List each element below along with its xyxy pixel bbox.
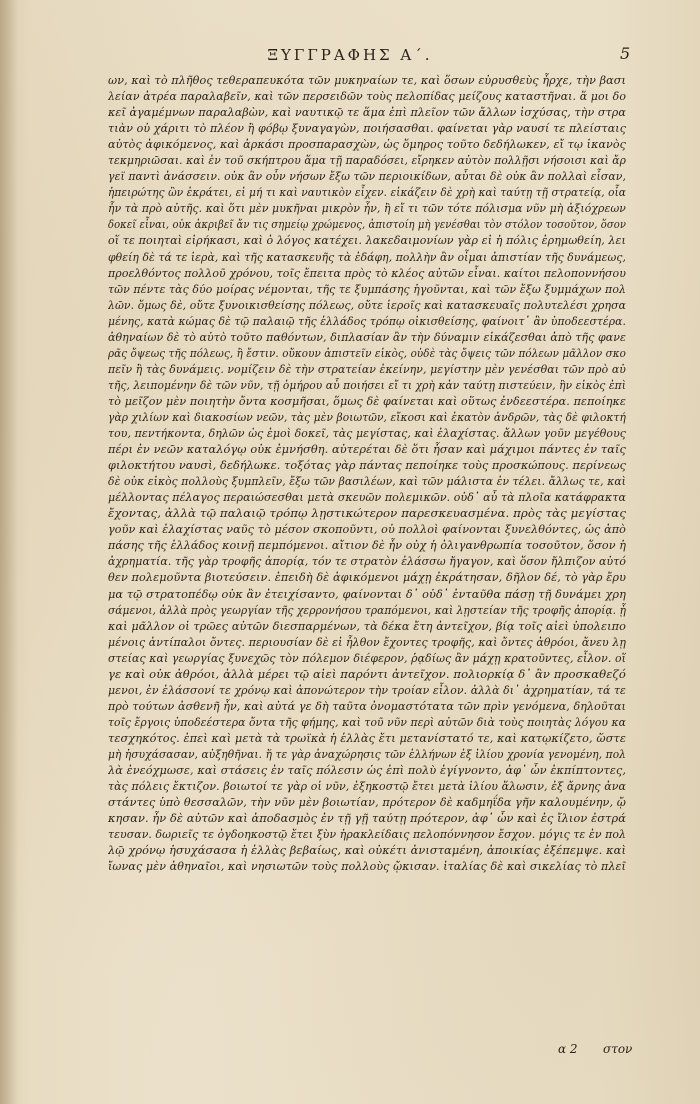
text-line (108, 569, 626, 585)
text-line (108, 120, 626, 136)
text-line (108, 152, 626, 168)
text-line-content: τιὰν οὐ χάριτι τὸ πλέον ἢ φόβῳ ξυναγαγὼν, ποιήσασθαι. φαίνεται γὰρ ναυσί τε πλείσταις (108, 121, 626, 136)
text-line (108, 72, 626, 88)
page-number: 5 (620, 44, 631, 63)
text-line-content: πάσης τῆς ἑλλάδος κοινῇ πεμπόμενοι. αἴτιον δὲ ἦν οὐχ ἡ ὀλιγανθρωπία τοσοῦτον, ὅσον ἡ (108, 538, 626, 553)
text-line-content: λῷ χρόνῳ ἡσυχάσασα ἡ ἑλλὰς βεβαίως, καὶ οὐκέτι ἀνισταμένη, ἀποικίας ἐξέπεμψε. καὶ (108, 843, 626, 858)
text-line (108, 361, 626, 377)
text-line (108, 842, 626, 858)
text-line (108, 586, 626, 602)
text-line (108, 762, 626, 778)
text-line-content: ἴωνας μὲν ἀθηναῖοι, καὶ νησιωτῶν τοὺς πολλοὺς ᾤκισαν. ἰταλίας δὲ καὶ σικελίας τὸ πλεῖ (108, 859, 626, 874)
text-line-content: λῶν. ὅμως δὲ, οὔτε ξυνοικισθείσης πόλεως, οὔτε ἱεροῖς καὶ κατασκευαῖς πολυτελέσι χρησα (108, 297, 626, 312)
gutter-shadow (0, 0, 18, 1104)
text-line-content: δοκεῖ εἶναι, οὐκ ἀκριβεῖ ἄν τις σημείῳ χρώμενος, ἀπιστοίη μὴ γενέσθαι τὸν στόλον τοσοῦτον, ὅσον (108, 217, 626, 232)
text-line (108, 345, 626, 361)
text-line (108, 553, 626, 569)
text-line-content: ἀχρηματία. τῆς γὰρ τροφῆς ἀπορίᾳ, τόν τε στρατὸν ἐλάσσω ἤγαγον, καὶ ὅσον ἤλπιζον αὐτό (108, 554, 626, 569)
text-line (108, 730, 626, 746)
text-line (108, 265, 626, 281)
text-line-content: οἵ τε ποιηταὶ εἰρήκασι, καὶ ὁ λόγος κατέχει. λακεδαιμονίων γὰρ εἰ ἡ πόλις ἐρημωθείη, λει (108, 233, 626, 248)
text-line (108, 858, 626, 874)
text-line (108, 393, 626, 409)
text-line-content: λείαν ἀτρέα παραλαβεῖν, καὶ τῶν περσειδῶν τοὺς πελοπίδας μείζους καταστῆναι. ἅ μοι δο (108, 89, 626, 104)
text-line-content: θεν πολεμοῦντα βιοτεύσειν. ἐπειδὴ δὲ ἀφικόμενοι μάχῃ ἐκράτησαν, δῆλον δέ, τὸ γὰρ ἔρυ (108, 570, 626, 585)
text-line (108, 650, 626, 666)
text-line-content: μένοις ἀντίπαλοι ὄντες. περιουσίαν δὲ εἰ ἦλθον ἔχοντες τροφῆς, καὶ ὄντες ἀθρόοι, ἄνευ λῃ (108, 634, 626, 649)
text-line (108, 682, 626, 698)
text-line-content: αὐτὸς ἀφικόμενος, καὶ ἀρκάσι προσπαρασχὼν, ὡς ὅμηρος τοῦτο δεδήλωκεν, εἴ τῳ ἱκανὸς (108, 137, 626, 152)
text-line (108, 826, 626, 842)
text-line (108, 216, 626, 232)
text-line (108, 666, 626, 682)
text-line-content: μένης, κατὰ κώμας δὲ τῷ παλαιῷ τῆς ἑλλάδος τρόπῳ οἰκισθείσης, φαίνοιτ᾽ ἂν ὑποδεεστέρα. (108, 313, 626, 328)
page-footer (108, 1042, 633, 1062)
text-line (108, 634, 626, 650)
text-line (108, 184, 626, 200)
text-line (108, 136, 626, 152)
text-line-content: γεϊ παντὶ ἀνάσσειν. οὐκ ἂν οὖν νήσων ἔξω τῶν περιοικίδων, αὗται δὲ οὐκ ἂν πολλαὶ εἶσαν, (108, 169, 626, 184)
text-line-content: ρᾶς ὄψεως τῆς πόλεως, ἢ ἔστιν. οὔκουν ἀπιστεῖν εἰκὸς, οὐδὲ τὰς ὄψεις τῶν πόλεων μᾶλλον σκο (108, 345, 626, 360)
text-line-content: μὴ ἡσυχάσασαν, αὐξηθῆναι. ἥ τε γὰρ ἀναχώρησις τῶν ἑλλήνων ἐξ ἰλίου χρονία γενομένη, πολ (108, 746, 626, 761)
text-line-content: ων, καὶ τὸ πλῆθος τεθεραπευκότα τῶν μυκηναίων τε, καὶ ὅσων εὐρυσθεὺς ἦρχε, τὴν βασι (108, 73, 626, 87)
text-line (108, 425, 626, 441)
text-line-content: τευσαν. δωριεῖς τε ὀγδοηκοστῷ ἔτει ξὺν ἡρακλείδαις πελοπόννησον ἔσχον. μόγις τε ἐν πολ (108, 827, 626, 842)
catchword: στον (603, 1042, 633, 1056)
text-line (108, 457, 626, 473)
text-line (108, 505, 626, 521)
text-line-content: λὰ ἐνεόχμωσε, καὶ στάσεις ἐν ταῖς πόλεσιν ὡς ἐπὶ πολὺ ἐγίγνοντο, ἀφ᾽ ὧν ἐκπίπτοντες, (108, 763, 626, 778)
text-line (108, 778, 626, 794)
text-line (108, 441, 626, 457)
text-line-content: τοῖς ἔργοις ὑποδεέστερα ὄντα τῆς φήμης, καὶ τοῦ νῦν περὶ αὐτῶν διὰ τοὺς ποιητὰς λόγου κα (108, 714, 626, 729)
text-line-content: ἠπειρώτης ὢν ἐκράτει, εἰ μή τι καὶ ναυτικὸν εἶχεν. εἰκάζειν δὲ χρὴ καὶ ταύτῃ τῇ στρατείᾳ, οἷα (108, 185, 626, 200)
text-line-content: γοῦν καὶ ἐλαχίστας ναῦς τὸ μέσον σκοποῦντι, οὐ πολλοὶ φαίνονται ξυνελθόντες, ὡς ἀπὸ (108, 522, 626, 537)
text-line (108, 200, 626, 216)
text-line (108, 489, 626, 505)
text-line-content: τεσχηκότος. ἐπεὶ καὶ μετὰ τὰ τρωϊκὰ ἡ ἑλλὰς ἔτι μετανίστατό τε, καὶ κατῳκίζετο, ὥστε (108, 730, 626, 745)
text-line-content: ἀθηναίων δὲ τὸ αὐτὸ τοῦτο παθόντων, διπλασίαν ἂν τὴν δύναμιν εἰκάζεσθαι ἀπὸ τῆς φανε (108, 329, 626, 344)
text-line-content: δὲ οὐκ εἰκὸς πολλοὺς ξυμπλεῖν, ἔξω τῶν βασιλέων, καὶ τῶν μάλιστα ἐν τέλει. ἄλλως τε, καὶ (108, 474, 626, 489)
text-line (108, 521, 626, 537)
text-line-content: πεῖν ἢ τὰς δυνάμεις. νομίζειν δὲ τὴν στρατείαν ἐκείνην, μεγίστην μὲν γενέσθαι τῶν πρὸ αὐ (108, 361, 626, 376)
text-line-content: τῶν πέντε τὰς δύο μοίρας νέμονται, τῆς τε ξυμπάσης ἡγοῦνται, καὶ τῶν ἔξω ξυμμάχων πολ (108, 281, 626, 296)
text-line-content: γὰρ χιλίων καὶ διακοσίων νεῶν, τὰς μὲν βοιωτῶν, εἴκοσι καὶ ἑκατὸν ἀνδρῶν, τὰς δὲ φιλοκτή (108, 409, 626, 424)
text-line-content: τεκμηριῶσαι. καὶ ἐν τοῦ σκήπτρου ἅμα τῇ παραδόσει, εἴρηκεν αὐτὸν πολλῇσι νήσοισι καὶ ἄρ (108, 153, 626, 168)
text-line (108, 698, 626, 714)
text-line (108, 329, 626, 345)
text-line-content: μενοι, ἐν ἐλάσσονί τε χρόνῳ καὶ ἀπονώτερον τὴν τροίαν εἷλον. ἀλλὰ δι᾽ ἀχρηματίαν, τά τε (108, 682, 626, 697)
main-text-block (108, 72, 626, 874)
text-line-content: του, πεντήκοντα, δηλῶν ὡς ἐμοὶ δοκεῖ, τὰς μεγίστας, καὶ ἐλαχίστας. ἄλλων γοῦν μεγέθους (108, 426, 626, 441)
text-line-content: κεῖ ἀγαμέμνων παραλαβὼν, καὶ ναυτικῷ τε ἅμα ἐπὶ πλεῖον τῶν ἄλλων ἰσχύσας, τὴν στρα (108, 105, 626, 120)
text-line-content: κησαν. ἦν δὲ αὐτῶν καὶ ἀποδασμὸς ἐν τῇ γῇ ταύτῃ πρότερον, ἀφ᾽ ὧν καὶ ἐς ἴλιον ἐστρά (108, 811, 626, 826)
text-line (108, 602, 626, 618)
text-line-content: τῆς, λειπομένην δὲ τῶν νῦν, τῇ ὁμήρου αὖ ποιήσει εἴ τι χρὴ κἀν ταύτῃ πιστεύειν, ἣν εἰκὸς ἐπὶ (108, 377, 626, 392)
text-line (108, 249, 626, 265)
text-line (108, 88, 626, 104)
text-line (108, 810, 626, 826)
text-line (108, 473, 626, 489)
text-line-content: προελθόντος πολλοῦ χρόνου, τοῖς ἔπειτα πρὸς τὸ κλέος αὐτῶν εἶναι. καίτοι πελοποννήσου (108, 265, 626, 280)
text-line-content: φθείη δὲ τά τε ἱερὰ, καὶ τῆς κατασκευῆς τὰ ἐδάφη, πολλὴν ἂν οἶμαι ἀπιστίαν τῆς δυνάμεως, (108, 249, 626, 264)
text-line (108, 409, 626, 425)
text-line-content: τὰς πόλεις ἔκτιζον. βοιωτοί τε γὰρ οἱ νῦν, ἑξηκοστῷ ἔτει μετὰ ἰλίου ἅλωσιν, ἐξ ἄρνης ἀνα (108, 779, 626, 794)
text-line-content: σάμενοι, ἀλλὰ πρὸς γεωργίαν τῆς χερρονήσου τραπόμενοι, καὶ λῃστείαν τῆς τροφῆς ἀπορίᾳ. ᾗ (108, 602, 626, 617)
text-line (108, 618, 626, 634)
text-line (108, 104, 626, 120)
text-line (108, 537, 626, 553)
text-line-content: φιλοκτήτου ναυσὶ, δεδήλωκε. τοξότας γὰρ πάντας πεποίηκε τοὺς προσκώπους. περίνεως (108, 458, 626, 473)
text-line (108, 377, 626, 393)
text-line-content: πέρι ἐν νεῶν καταλόγῳ οὐκ ἐμνήσθη. αὐτερέται δὲ ὅτι ἦσαν καὶ μάχιμοι πάντες ἐν ταῖς (108, 442, 626, 457)
text-line (108, 232, 626, 248)
running-head: ΞΥΓΓΡΑΦΗΣ Α΄. (267, 46, 433, 64)
text-line (108, 746, 626, 762)
text-line (108, 794, 626, 810)
text-line-content: μα τῷ στρατοπέδῳ οὐκ ἂν ἐτειχίσαντο, φαίνονται δ᾽ οὐδ᾽ ἐνταῦθα πάσῃ τῇ δυνάμει χρη (108, 586, 626, 601)
text-line-content: τὸ μεῖζον μὲν ποιητὴν ὄντα κοσμῆσαι, ὅμως δὲ φαίνεται καὶ οὕτως ἐνδεεστέρα. πεποίηκε (108, 393, 626, 408)
text-line-content: στείας καὶ γεωργίας ξυνεχῶς τὸν πόλεμον διέφερον, ῥᾳδίως ἂν μάχῃ κρατοῦντες, εἷλον. οἵ (108, 650, 626, 665)
text-line (108, 313, 626, 329)
text-line-content: πρὸ τούτων ἀσθενῆ ἦν, καὶ αὐτά γε δὴ ταῦτα ὀνομαστότατα τῶν πρὶν γενόμενα, δηλοῦται (108, 698, 626, 713)
text-line (108, 714, 626, 730)
text-line (108, 297, 626, 313)
text-line-content: γε καὶ οὐκ ἀθρόοι, ἀλλὰ μέρει τῷ αἰεὶ παρόντι ἀντεῖχον. πολιορκίᾳ δ᾽ ἂν προσκαθεζό (108, 666, 626, 681)
text-line (108, 168, 626, 184)
text-line-content: ἦν τὰ πρὸ αὐτῆς. καὶ ὅτι μὲν μυκῆναι μικρὸν ἦν, ἢ εἴ τι τῶν τότε πόλισμα νῦν μὴ ἀξιόχρεων (108, 201, 626, 216)
text-line-content: μέλλοντας πέλαγος περαιώσεσθαι μετὰ σκευῶν πολεμικῶν. οὐδ᾽ αὖ τὰ πλοῖα κατάφρακτα (108, 490, 626, 505)
text-line (108, 281, 626, 297)
text-line-content: καὶ μᾶλλον οἱ τρῶες αὐτῶν διεσπαρμένων, τὰ δέκα ἔτη ἀντεῖχον, βίᾳ τοῖς αἰεὶ ὑπολειπο (108, 618, 626, 633)
signature-mark: α 2 (558, 1042, 578, 1056)
text-line-content: στάντες ὑπὸ θεσσαλῶν, τὴν νῦν μὲν βοιωτίαν, πρότερον δὲ καδμηΐδα γῆν καλουμένην, ᾤ (108, 795, 626, 810)
text-line-content: ἔχοντας, ἀλλὰ τῷ παλαιῷ τρόπῳ λῃστικώτερον παρεσκευασμένα. πρὸς τὰς μεγίστας (108, 506, 626, 521)
